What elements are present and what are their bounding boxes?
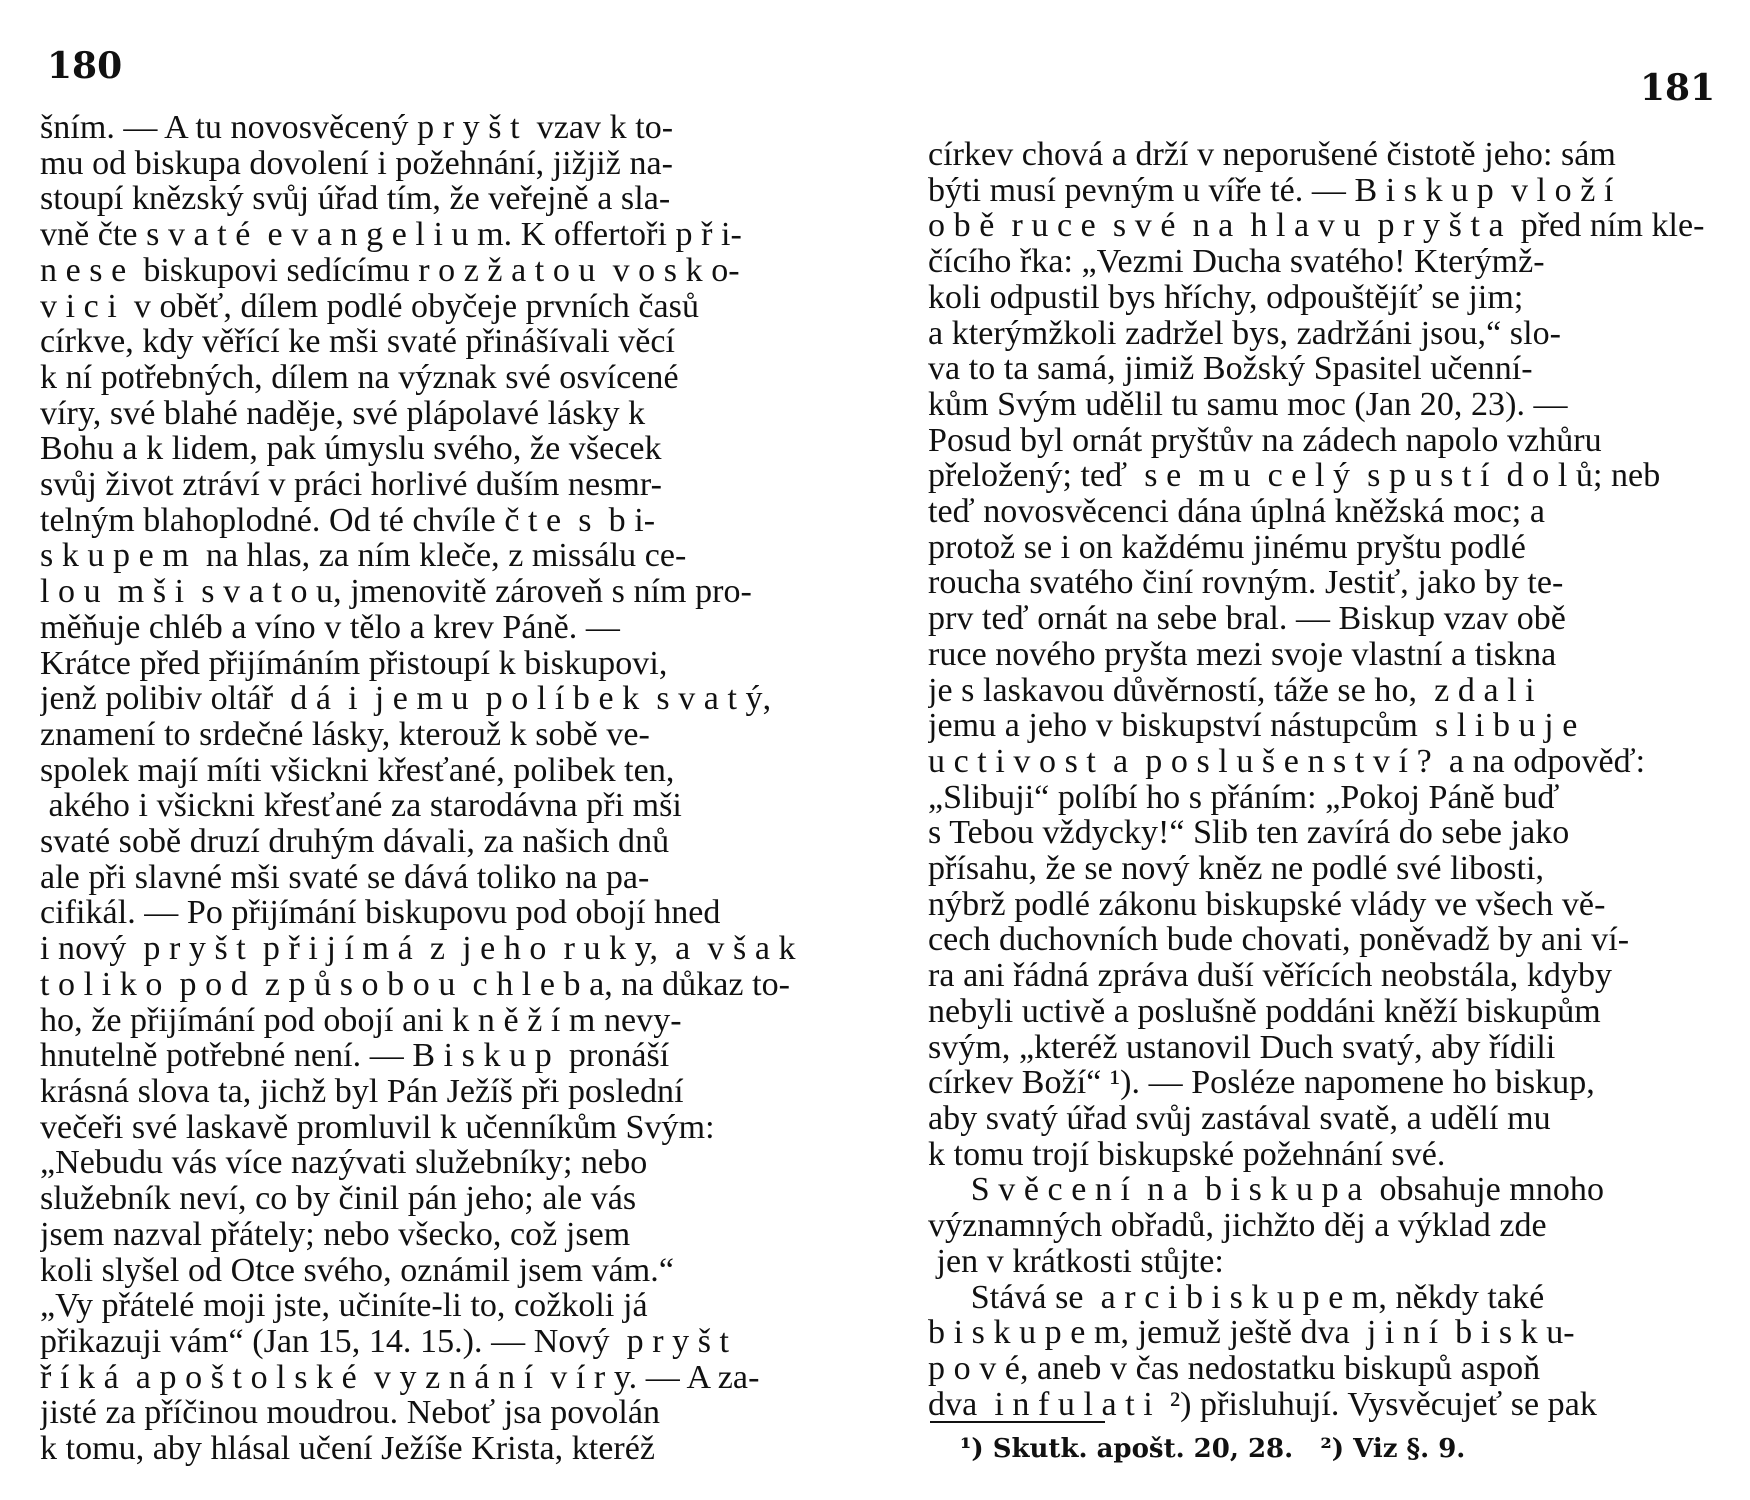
text-line: jenž polibiv oltář d á i j e m u p o l í b e k s v a t ý, <box>40 680 772 718</box>
text-line: n e s e biskupovi sedícímu r o z ž a t o u v o s k o- <box>40 251 740 289</box>
text-line: prv teď ornát na sebe bral. — Biskup vzav obě <box>928 600 1566 638</box>
text-line: ř í k á a p o š t o l s k é v y z n á n í v í r y. — A za- <box>40 1358 760 1396</box>
text-line: k ní potřebných, dílem na význak své osvícené <box>40 358 679 396</box>
text-line: koli slyšel od Otce svého, oznámil jsem vám.“ <box>40 1251 674 1289</box>
text-line: „Slibuji“ políbí ho s přáním: „Pokoj Páně buď <box>928 778 1560 816</box>
text-line: jemu a jeho v biskupství nástupcům s l i b u j e <box>928 707 1578 745</box>
text-line: čícího řka: „Vezmi Ducha svatého! Kterýmž- <box>928 243 1545 281</box>
text-line: S v ě c e n í n a b i s k u p a obsahuje mnoho <box>928 1171 1604 1209</box>
text-line: a kterýmžkoli zadržel bys, zadržáni jsou,“ slo- <box>928 314 1561 352</box>
text-line: hnutelně potřebné není. — B i s k u p pronáší <box>40 1037 670 1075</box>
footnote-separator <box>930 1421 1105 1423</box>
text-line: cifikál. — Po přijímání biskupovu pod obojí hned <box>40 894 721 932</box>
right-page-text <box>928 137 1718 1437</box>
text-line: k tomu trojí biskupské požehnání své. <box>928 1135 1446 1173</box>
text-line: svým, „kteréž ustanovil Duch svatý, aby řídili <box>928 1028 1556 1066</box>
text-line: Krátce před přijímáním přistoupí k biskupovi, <box>40 644 668 682</box>
text-line: církev Boží“ ¹). — Posléze napomene ho biskup, <box>928 1064 1595 1102</box>
text-line: ho, že přijímání pod obojí ani k n ě ž í m nevy- <box>40 1001 682 1039</box>
text-line: „Vy přátelé moji jste, učiníte-li to, cožkoli já <box>40 1287 648 1325</box>
text-line: cech duchovních bude chovati, poněvadž by ani ví- <box>928 921 1630 959</box>
text-line: s Tebou vždycky!“ Slib ten zavírá do sebe jako <box>928 814 1570 852</box>
text-line: církve, kdy věřící ke mši svaté přinášívali věcí <box>40 323 675 361</box>
text-line: mu od biskupa dovolení i požehnání, jižjiž na- <box>40 144 674 182</box>
text-line: je s laskavou důvěrností, táže se ho, z d a l i <box>928 671 1535 709</box>
text-line: spolek mají míti všickni křesťané, polibek ten, <box>40 751 675 789</box>
text-line: ale při slavné mši svaté se dává toliko na pa- <box>40 858 650 896</box>
text-line: přísahu, že se nový kněz ne podlé své libosti, <box>928 850 1545 888</box>
text-line: „Nebudu vás více nazývati služebníky; nebo <box>40 1144 648 1182</box>
text-line: významných obřadů, jichžto děj a výklad zde <box>928 1207 1547 1245</box>
text-line: t o l i k o p o d z p ů s o b o u c h l e b a, na důkaz to- <box>40 965 791 1003</box>
text-line: nýbrž podlé zákonu biskupské vlády ve všech vě- <box>928 885 1606 923</box>
text-line: l o u m š i s v a t o u, jmenovitě zároveň s ním pro- <box>40 573 752 611</box>
left-page-number: 180 <box>47 45 123 87</box>
text-line: koli odpustil bys hříchy, odpouštějíť se jim; <box>928 278 1524 316</box>
text-line: ruce nového pryšta mezi svoje vlastní a tiskna <box>928 635 1557 673</box>
text-line: večeři své laskavě promluvil k učenníkům Svým: <box>40 1108 715 1146</box>
text-line: znamení to srdečné lásky, kterouž k sobě ve- <box>40 715 650 753</box>
text-line: s k u p e m na hlas, za ním kleče, z missálu ce- <box>40 537 687 575</box>
text-line: svaté sobě druzí druhým dávali, za našich dnů <box>40 823 670 861</box>
left-page-text <box>40 110 830 1490</box>
text-line: roucha svatého činí rovným. Jestiť, jako by te- <box>928 564 1564 602</box>
text-line: b i s k u p e m, jemuž ještě dva j i n í b i s k u- <box>928 1314 1575 1352</box>
text-line: svůj život ztráví v práci horlivé duším nesmr- <box>40 466 662 504</box>
text-line: Posud byl ornát pryštův na zádech napolo vzhůru <box>928 421 1602 459</box>
text-line: telným blahoplodné. Od té chvíle č t e s b i- <box>40 501 656 539</box>
text-line: u c t i v o s t a p o s l u š e n s t v í ? a na odpověď: <box>928 742 1646 780</box>
text-line: vně čte s v a t é e v a n g e l i u m. K offertoři p ř i- <box>40 216 742 254</box>
text-line: býti musí pevným u víře té. — B i s k u p v l o ž í <box>928 171 1614 209</box>
text-line: akého i všickni křesťané za starodávna při mši <box>40 787 682 825</box>
text-line: p o v é, aneb v čas nedostatku biskupů aspoň <box>928 1349 1541 1387</box>
text-line: přikazuji vám“ (Jan 15, 14. 15.). — Nový p r y š t <box>40 1322 730 1360</box>
text-line: k tomu, aby hlásal učení Ježíše Krista, kteréž <box>40 1430 656 1468</box>
text-line: nebyli uctivě a poslušně poddáni kněží biskupům <box>928 992 1601 1030</box>
text-line: i nový p r y š t p ř i j í m á z j e h o r u k y, a v š a k <box>40 930 796 968</box>
text-line: přeložený; teď s e m u c e l ý s p u s t í d o l ů; neb <box>928 457 1661 495</box>
text-line: víry, své blahé naděje, své plápolavé lásky k <box>40 394 646 432</box>
text-line: měňuje chléb a víno v tělo a krev Páně. — <box>40 608 620 646</box>
text-line: teď novosvěcenci dána úplná kněžská moc; a <box>928 493 1545 531</box>
text-line: o b ě r u c e s v é n a h l a v u p r y š t a před ním kle- <box>928 207 1705 245</box>
footnotes: ¹) Skutk. apošt. 20, 28. ²) Viz §. 9. <box>960 1434 1466 1464</box>
right-page-number: 181 <box>1640 67 1716 109</box>
text-line: krásná slova ta, jichž byl Pán Ježíš při poslední <box>40 1072 684 1110</box>
text-line: Stává se a r c i b i s k u p e m, někdy také <box>928 1278 1545 1316</box>
text-line: jen v krátkosti stůjte: <box>928 1242 1224 1280</box>
text-line: v i c i v oběť, dílem podlé obyčeje prvních časů <box>40 287 700 325</box>
text-line: ra ani řádná zpráva duší věřících neobstála, kdyby <box>928 957 1613 995</box>
text-line: jsem nazval přátely; nebo všecko, což jsem <box>40 1215 631 1253</box>
text-line: aby svatý úřad svůj zastával svatě, a udělí mu <box>928 1099 1551 1137</box>
text-line: jisté za příčinou moudrou. Neboť jsa povolán <box>40 1394 661 1432</box>
text-line: protož se i on každému jinému pryštu podlé <box>928 528 1526 566</box>
text-line: církev chová a drží v neporušené čistotě jeho: sám <box>928 137 1616 173</box>
text-line: kům Svým udělil tu samu moc (Jan 20, 23). — <box>928 385 1568 423</box>
text-line: šním. — A tu novosvěcený p r y š t vzav k to- <box>40 110 674 146</box>
text-line: va to ta samá, jimiž Božský Spasitel učenní- <box>928 350 1533 388</box>
text-line: dva i n f u l a t i ²) přisluhují. Vysvěcujeť se pak <box>928 1385 1597 1423</box>
text-line: služebník neví, co by činil pán jeho; ale vás <box>40 1180 637 1218</box>
text-line: Bohu a k lidem, pak úmyslu svého, že všecek <box>40 430 662 468</box>
text-line: stoupí knězský svůj úřad tím, že veřejně a sla- <box>40 180 671 218</box>
